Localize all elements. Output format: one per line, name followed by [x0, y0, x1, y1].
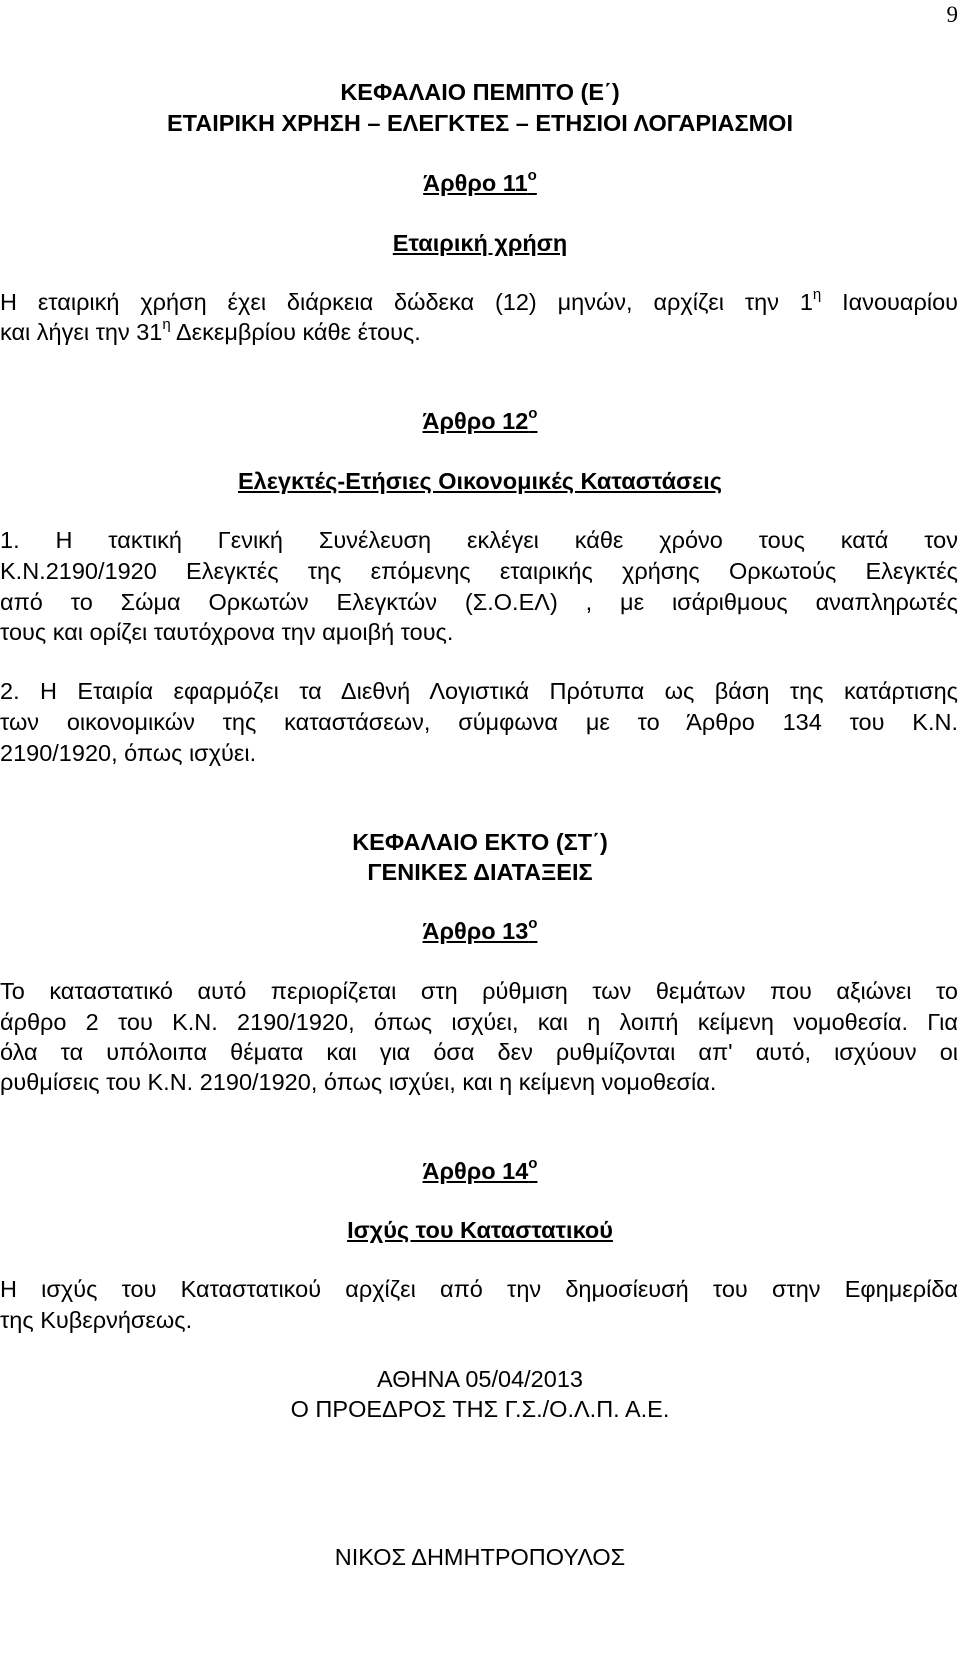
article-12-p2-line: 2. Η Εταιρία εφαρμόζει τα Διεθνή Λογιστικά Πρότυπα ως βάση της κατάρτισης [0, 678, 958, 704]
article-14-line: της Κυβερνήσεως. [0, 1307, 193, 1333]
article-12-p2-line: των οικονομικών της καταστάσεων, σύμφωνα με το Άρθρο 134 του Κ.Ν. [0, 709, 958, 735]
article-14-heading: Ισχύς του Καταστατικού [347, 1217, 613, 1243]
article-14-label: Άρθρο $14^o$ [422, 1155, 538, 1184]
article-11-line-1: Η εταιρική χρήση έχει διάρκεια δώδεκα (12) μηνών, αρχίζει την $1^\eta$ Ιανουαρίου [0, 286, 958, 315]
article-13-line: Το καταστατικό αυτό περιορίζεται στη ρύθμιση των θεμάτων που αξιώνει το [0, 978, 958, 1004]
article-11-label: Άρθρο $11^o$ [423, 167, 537, 196]
article-12-heading: Ελεγκτές-Ετήσιες Οικονομικές Καταστάσεις [238, 468, 722, 494]
page-number: 9 [946, 2, 958, 27]
chapter-5-subtitle: ΕΤΑΙΡΙΚΗ ΧΡΗΣΗ – ΕΛΕΓΚΤΕΣ – ΕΤΗΣΙΟΙ ΛΟΓΑΡΙΑΣΜΟΙ [167, 110, 793, 136]
article-13-line: όλα τα υπόλοιπα θέματα και για όσα δεν ρυθμίζονται απ' αυτό, ισχύουν οι [0, 1039, 958, 1065]
article-14-line: Η ισχύς του Καταστατικού αρχίζει από την δημοσίευσή του στην Εφημερίδα [0, 1276, 958, 1302]
chapter-6-title: ΚΕΦΑΛΑΙΟ ΕΚΤΟ (ΣΤ΄) [352, 829, 608, 855]
signature-name: ΝΙΚΟΣ ΔΗΜΗΤΡΟΠΟΥΛΟΣ [334, 1544, 626, 1570]
article-12-label: Άρθρο $12^o$ [422, 405, 538, 434]
article-12-p1-line: τους και ορίζει ταυτόχρονα την αμοιβή τους. [0, 619, 454, 645]
article-12-p1-line: Κ.Ν.2190/1920 Ελεγκτές της επόμενης εταιρικής χρήσης Ορκωτούς Ελεγκτές [0, 558, 958, 584]
article-11-line-2: και λήγει την $31^\eta$ Δεκεμβρίου κάθε έτους. [0, 316, 421, 345]
article-13-label: Άρθρο $13^o$ [422, 915, 538, 944]
signature-role: Ο ΠΡΟΕΔΡΟΣ ΤΗΣ Γ.Σ./Ο.Λ.Π. Α.Ε. [290, 1396, 670, 1422]
article-12-p2-line: 2190/1920, όπως ισχύει. [0, 740, 257, 766]
chapter-5-title: ΚΕΦΑΛΑΙΟ ΠΕΜΠΤΟ (Ε΄) [340, 79, 620, 105]
article-13-line: ρυθμίσεις του Κ.Ν. 2190/1920, όπως ισχύει, και η κείμενη νομοθεσία. [0, 1069, 717, 1095]
article-12-p1-line: από το Σώμα Ορκωτών Ελεγκτών (Σ.Ο.ΕΛ) , με ισάριθμους αναπληρωτές [0, 589, 958, 615]
article-13-line: άρθρο 2 του Κ.Ν. 2190/1920, όπως ισχύει, και η λοιπή κείμενη νομοθεσία. Για [0, 1009, 958, 1035]
article-11-heading: Εταιρική χρήση [392, 230, 568, 256]
chapter-6-subtitle: ΓΕΝΙΚΕΣ ΔΙΑΤΑΞΕΙΣ [367, 859, 593, 885]
article-12-p1-line: 1. Η τακτική Γενική Συνέλευση εκλέγει κάθε χρόνο τους κατά τον [0, 527, 958, 553]
signature-place-date: ΑΘΗΝΑ 05/04/2013 [377, 1366, 583, 1392]
